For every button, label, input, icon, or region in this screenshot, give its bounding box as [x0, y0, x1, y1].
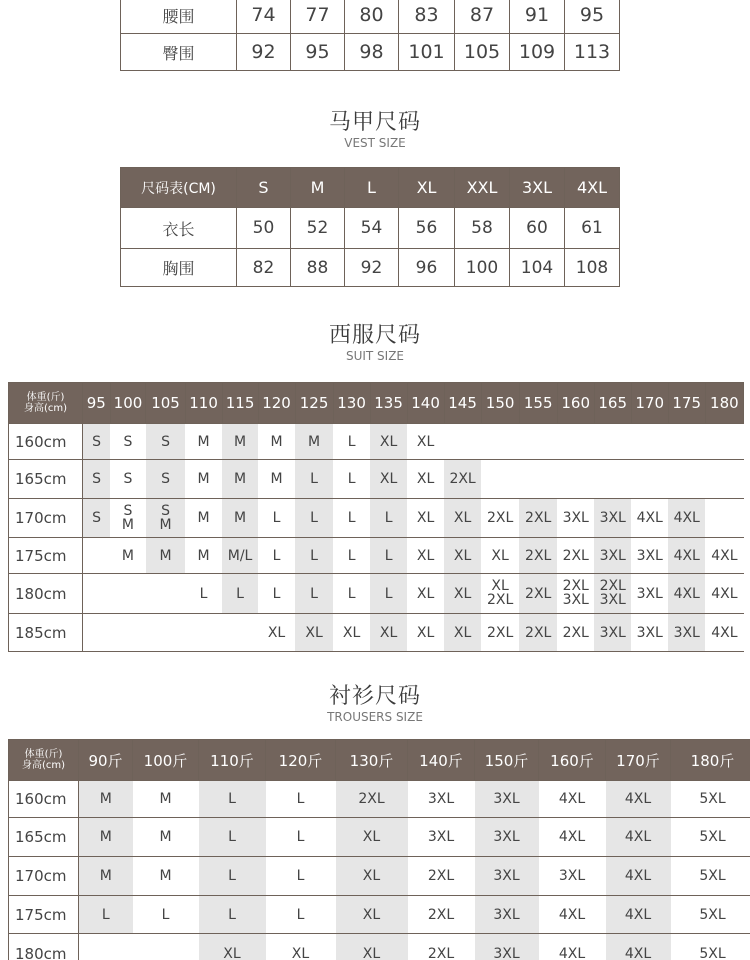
shirt-header-row — [9, 740, 750, 781]
corner-cell — [9, 740, 79, 781]
size-cell: S — [83, 499, 110, 538]
size-value: 56 — [399, 208, 455, 249]
weight-header: 160斤 — [539, 740, 606, 781]
size-cell: XL — [333, 614, 370, 652]
size-cell — [83, 574, 110, 614]
size-cell — [705, 424, 743, 460]
row-label: 衣长 — [121, 208, 237, 249]
size-cell: XL — [444, 538, 481, 574]
size-cell: L — [199, 857, 266, 896]
size-cell — [481, 574, 519, 614]
size-cell: S — [83, 460, 110, 499]
size-cell: XL — [336, 934, 408, 960]
size-cell: 2XL — [557, 538, 594, 574]
table-row — [121, 249, 620, 287]
size-cell: S — [146, 460, 185, 499]
size-value: 113 — [565, 34, 620, 71]
row-label: 臀围 — [121, 34, 237, 71]
size-cell: 3XL — [475, 781, 539, 818]
table-row — [9, 460, 744, 499]
size-cell: 2XL — [519, 614, 557, 652]
size-cell: L — [333, 499, 370, 538]
size-cell: L — [370, 499, 407, 538]
shirt-size-table — [8, 739, 750, 960]
size-cell: XL — [407, 460, 444, 499]
size-cell: XL — [407, 574, 444, 614]
size-cell: L — [295, 460, 333, 499]
size-cell: M — [185, 499, 222, 538]
size-cell — [146, 499, 185, 538]
size-cell: 2XL — [408, 896, 475, 934]
size-value: 108 — [565, 249, 620, 287]
size-value: 50 — [237, 208, 291, 249]
size-cell: 3XL — [557, 499, 594, 538]
size-cell: M — [133, 818, 199, 857]
size-cell: XL — [444, 614, 481, 652]
size-cell: L — [199, 896, 266, 934]
size-value: 100 — [455, 249, 510, 287]
shirt-subtitle: TROUSERS SIZE — [327, 710, 423, 724]
height-label: 185cm — [9, 614, 83, 652]
weight-header: 170 — [631, 383, 668, 424]
size-cell: 4XL — [539, 896, 606, 934]
suit-subtitle: SUIT SIZE — [345, 349, 405, 363]
weight-header: 145 — [444, 383, 481, 424]
weight-header: 130斤 — [336, 740, 408, 781]
size-cell: 2XL — [408, 857, 475, 896]
size-cell: L — [295, 574, 333, 614]
table-row — [121, 34, 620, 71]
height-label: 165cm — [9, 460, 83, 499]
height-label: 170cm — [9, 499, 83, 538]
size-value: 98 — [345, 34, 399, 71]
size-cell: 4XL — [705, 574, 743, 614]
size-cell: L — [258, 538, 295, 574]
size-value: 101 — [399, 34, 455, 71]
size-cell — [110, 574, 146, 614]
size-cell: 4XL — [606, 818, 671, 857]
size-cell — [631, 460, 668, 499]
size-cell: 3XL — [594, 614, 631, 652]
size-cell: M — [133, 857, 199, 896]
size-cell — [79, 934, 133, 960]
table-row — [9, 818, 750, 857]
height-label: 175cm — [9, 538, 83, 574]
table-row — [9, 781, 750, 818]
size-cell — [594, 574, 631, 614]
size-range-part: 3XL — [562, 592, 589, 608]
size-cell: L — [266, 818, 336, 857]
table-row — [121, 0, 620, 34]
size-cell: L — [258, 499, 295, 538]
size-cell — [185, 614, 222, 652]
table-row — [9, 538, 744, 574]
size-cell: 3XL — [475, 934, 539, 960]
weight-header: 135 — [370, 383, 407, 424]
vest-subtitle: VEST SIZE — [344, 136, 406, 150]
size-cell — [481, 424, 519, 460]
size-cell: M — [146, 538, 185, 574]
size-cell — [444, 424, 481, 460]
weight-header: 115 — [222, 383, 258, 424]
size-cell — [557, 574, 594, 614]
vest-size-table — [120, 167, 620, 287]
size-value: 104 — [510, 249, 565, 287]
size-value: 92 — [345, 249, 399, 287]
size-header: L — [345, 168, 399, 208]
height-label: 165cm — [9, 818, 79, 857]
row-label: 胸围 — [121, 249, 237, 287]
size-value: 82 — [237, 249, 291, 287]
size-cell: 5XL — [671, 857, 750, 896]
size-cell — [133, 934, 199, 960]
table-row — [9, 896, 750, 934]
size-header: 3XL — [510, 168, 565, 208]
size-cell — [594, 460, 631, 499]
size-cell: M — [133, 781, 199, 818]
size-value: 87 — [455, 0, 510, 34]
size-cell: M — [185, 424, 222, 460]
size-cell — [668, 460, 705, 499]
size-cell: 3XL — [408, 818, 475, 857]
size-cell: 2XL — [336, 781, 408, 818]
vest-title: 马甲尺码 — [328, 110, 421, 135]
size-cell: 3XL — [594, 538, 631, 574]
size-cell: XL — [407, 499, 444, 538]
height-label: 170cm — [9, 857, 79, 896]
size-cell: 5XL — [671, 896, 750, 934]
size-value: 54 — [345, 208, 399, 249]
size-range-part: 2XL — [599, 578, 626, 594]
size-cell: S — [146, 424, 185, 460]
size-cell: L — [333, 460, 370, 499]
size-value: 52 — [291, 208, 345, 249]
size-cell: 4XL — [606, 857, 671, 896]
row-label: 腰围 — [121, 0, 237, 34]
size-cell: L — [222, 574, 258, 614]
size-value: 77 — [291, 0, 345, 34]
size-range-part: M — [159, 516, 172, 533]
size-cell: M — [110, 538, 146, 574]
size-cell — [519, 424, 557, 460]
size-cell: 4XL — [668, 499, 705, 538]
size-cell — [519, 460, 557, 499]
size-cell: 4XL — [705, 614, 743, 652]
vest-header-row — [121, 168, 620, 208]
size-range-part: M — [121, 516, 135, 533]
size-value: 96 — [399, 249, 455, 287]
size-cell: XL — [370, 614, 407, 652]
size-cell: XL — [295, 614, 333, 652]
size-cell: L — [333, 424, 370, 460]
size-cell — [557, 424, 594, 460]
size-cell: 3XL — [475, 857, 539, 896]
weight-axis-label: 体重(斤) — [26, 392, 65, 403]
size-header: S — [237, 168, 291, 208]
size-value: 95 — [565, 0, 620, 34]
table-row — [9, 614, 744, 652]
size-cell: L — [295, 499, 333, 538]
size-cell: L — [370, 538, 407, 574]
size-cell: 3XL — [408, 781, 475, 818]
size-cell — [668, 424, 705, 460]
size-cell: M — [295, 424, 333, 460]
size-cell: M — [222, 460, 258, 499]
size-range-part: 2XL — [486, 592, 514, 608]
size-cell — [110, 614, 146, 652]
size-range-part: 3XL — [599, 592, 626, 608]
weight-header: 130 — [333, 383, 370, 424]
size-value: 109 — [510, 34, 565, 71]
weight-header: 120 — [258, 383, 295, 424]
weight-header: 180斤 — [671, 740, 750, 781]
size-range-part: 2XL — [562, 578, 589, 594]
size-cell: 2XL — [408, 934, 475, 960]
size-range — [159, 504, 171, 532]
size-cell: 4XL — [539, 818, 606, 857]
size-cell: XL — [407, 614, 444, 652]
suit-size-table — [8, 382, 744, 652]
size-cell: 3XL — [475, 818, 539, 857]
size-cell: 4XL — [705, 538, 743, 574]
size-cell — [146, 614, 185, 652]
size-cell: L — [79, 896, 133, 934]
weight-header: 110斤 — [199, 740, 266, 781]
size-header: 4XL — [565, 168, 620, 208]
shirt-section-title — [0, 684, 750, 724]
suit-title: 西服尺码 — [328, 323, 421, 348]
size-cell: 4XL — [631, 499, 668, 538]
size-range — [122, 504, 134, 532]
size-cell: M — [222, 424, 258, 460]
size-cell: 3XL — [539, 857, 606, 896]
size-value: 74 — [237, 0, 291, 34]
height-label: 175cm — [9, 896, 79, 934]
size-cell: 4XL — [668, 538, 705, 574]
weight-header: 105 — [146, 383, 185, 424]
size-cell: 2XL — [481, 499, 519, 538]
size-cell: 3XL — [631, 574, 668, 614]
shirt-title: 衬衫尺码 — [328, 684, 421, 709]
size-cell: M — [185, 538, 222, 574]
size-value: 80 — [345, 0, 399, 34]
size-cell: XL — [199, 934, 266, 960]
size-value: 60 — [510, 208, 565, 249]
size-cell: M — [258, 460, 295, 499]
height-label: 160cm — [9, 781, 79, 818]
size-cell: L — [295, 538, 333, 574]
height-axis-label: 身高(cm) — [21, 760, 66, 771]
size-value: 61 — [565, 208, 620, 249]
weight-header: 150斤 — [475, 740, 539, 781]
size-cell: M — [79, 781, 133, 818]
size-cell: XL — [444, 574, 481, 614]
weight-header: 170斤 — [606, 740, 671, 781]
weight-header: 125 — [295, 383, 333, 424]
size-cell: S — [110, 460, 146, 499]
size-value: 88 — [291, 249, 345, 287]
size-cell — [83, 614, 110, 652]
size-cell: L — [185, 574, 222, 614]
size-cell: 4XL — [606, 896, 671, 934]
weight-header: 120斤 — [266, 740, 336, 781]
size-header: M — [291, 168, 345, 208]
weight-header: 140 — [407, 383, 444, 424]
weight-header: 165 — [594, 383, 631, 424]
size-cell: L — [266, 896, 336, 934]
size-cell: L — [199, 818, 266, 857]
size-cell: L — [199, 781, 266, 818]
size-value: 95 — [291, 34, 345, 71]
size-cell — [222, 614, 258, 652]
size-range-part: XL — [491, 578, 509, 594]
table-row — [121, 208, 620, 249]
size-cell: M — [79, 818, 133, 857]
height-label: 160cm — [9, 424, 83, 460]
size-cell: XL — [407, 424, 444, 460]
weight-header: 100斤 — [133, 740, 199, 781]
vest-header-label: 尺码表(CM) — [121, 168, 237, 208]
size-cell: L — [258, 574, 295, 614]
size-cell: XL — [444, 499, 481, 538]
size-cell: L — [370, 574, 407, 614]
size-range — [600, 579, 626, 607]
height-label: 180cm — [9, 574, 83, 614]
size-cell — [146, 574, 185, 614]
weight-header: 100 — [110, 383, 146, 424]
size-cell: 2XL — [444, 460, 481, 499]
size-cell: XL — [481, 538, 519, 574]
size-cell — [557, 460, 594, 499]
size-cell: XL — [370, 460, 407, 499]
size-cell: M — [79, 857, 133, 896]
weight-header: 110 — [185, 383, 222, 424]
weight-header: 160 — [557, 383, 594, 424]
weight-header: 155 — [519, 383, 557, 424]
weight-header: 90斤 — [79, 740, 133, 781]
table-row — [9, 574, 744, 614]
size-cell: 3XL — [475, 896, 539, 934]
size-cell: 5XL — [671, 781, 750, 818]
size-cell: L — [133, 896, 199, 934]
weight-header: 95 — [83, 383, 110, 424]
size-range — [563, 579, 589, 607]
size-cell: 4XL — [668, 574, 705, 614]
size-cell: S — [83, 424, 110, 460]
corner-cell — [9, 383, 83, 424]
size-cell — [594, 424, 631, 460]
size-cell: 4XL — [539, 934, 606, 960]
size-cell: XL — [258, 614, 295, 652]
size-cell: XL — [266, 934, 336, 960]
height-label: 180cm — [9, 934, 79, 960]
size-cell: 2XL — [481, 614, 519, 652]
size-cell — [705, 499, 743, 538]
size-header: XL — [399, 168, 455, 208]
size-cell: 2XL — [519, 538, 557, 574]
vest-section-title — [0, 110, 750, 150]
table-row — [9, 857, 750, 896]
size-cell: S — [110, 424, 146, 460]
size-cell: 5XL — [671, 818, 750, 857]
size-cell: XL — [336, 857, 408, 896]
size-header: XXL — [455, 168, 510, 208]
table-row — [9, 424, 744, 460]
size-cell: M — [222, 499, 258, 538]
size-cell: 2XL — [519, 574, 557, 614]
size-cell — [631, 424, 668, 460]
suit-section-title — [0, 323, 750, 363]
size-cell: 5XL — [671, 934, 750, 960]
size-cell: M — [185, 460, 222, 499]
weight-header: 180 — [705, 383, 743, 424]
size-cell: XL — [336, 896, 408, 934]
size-value: 83 — [399, 0, 455, 34]
pants-size-table — [120, 0, 620, 71]
size-cell — [705, 460, 743, 499]
size-range — [487, 579, 513, 607]
size-cell: L — [266, 857, 336, 896]
size-cell: 2XL — [557, 614, 594, 652]
size-cell: M — [258, 424, 295, 460]
size-cell: 3XL — [631, 538, 668, 574]
size-cell — [481, 460, 519, 499]
size-cell: 4XL — [606, 781, 671, 818]
size-value: 58 — [455, 208, 510, 249]
size-cell — [110, 499, 146, 538]
size-cell: 2XL — [519, 499, 557, 538]
size-range-part: S — [123, 502, 133, 519]
size-cell: 3XL — [668, 614, 705, 652]
table-row — [9, 934, 750, 960]
table-row — [9, 499, 744, 538]
size-cell: L — [266, 781, 336, 818]
weight-header: 150 — [481, 383, 519, 424]
size-cell: L — [333, 574, 370, 614]
size-cell: L — [333, 538, 370, 574]
size-cell: XL — [370, 424, 407, 460]
size-cell: 3XL — [631, 614, 668, 652]
weight-header: 175 — [668, 383, 705, 424]
size-cell: XL — [336, 818, 408, 857]
size-cell: M/L — [222, 538, 258, 574]
suit-header-row — [9, 383, 744, 424]
size-value: 92 — [237, 34, 291, 71]
size-cell: XL — [407, 538, 444, 574]
height-axis-label: 身高(cm) — [23, 403, 68, 414]
size-cell — [83, 538, 110, 574]
size-value: 91 — [510, 0, 565, 34]
size-value: 105 — [455, 34, 510, 71]
size-cell: 4XL — [606, 934, 671, 960]
size-cell: 3XL — [594, 499, 631, 538]
size-range-part: S — [161, 502, 170, 519]
weight-header: 140斤 — [408, 740, 475, 781]
weight-axis-label: 体重(斤) — [24, 749, 63, 760]
size-cell: 4XL — [539, 781, 606, 818]
